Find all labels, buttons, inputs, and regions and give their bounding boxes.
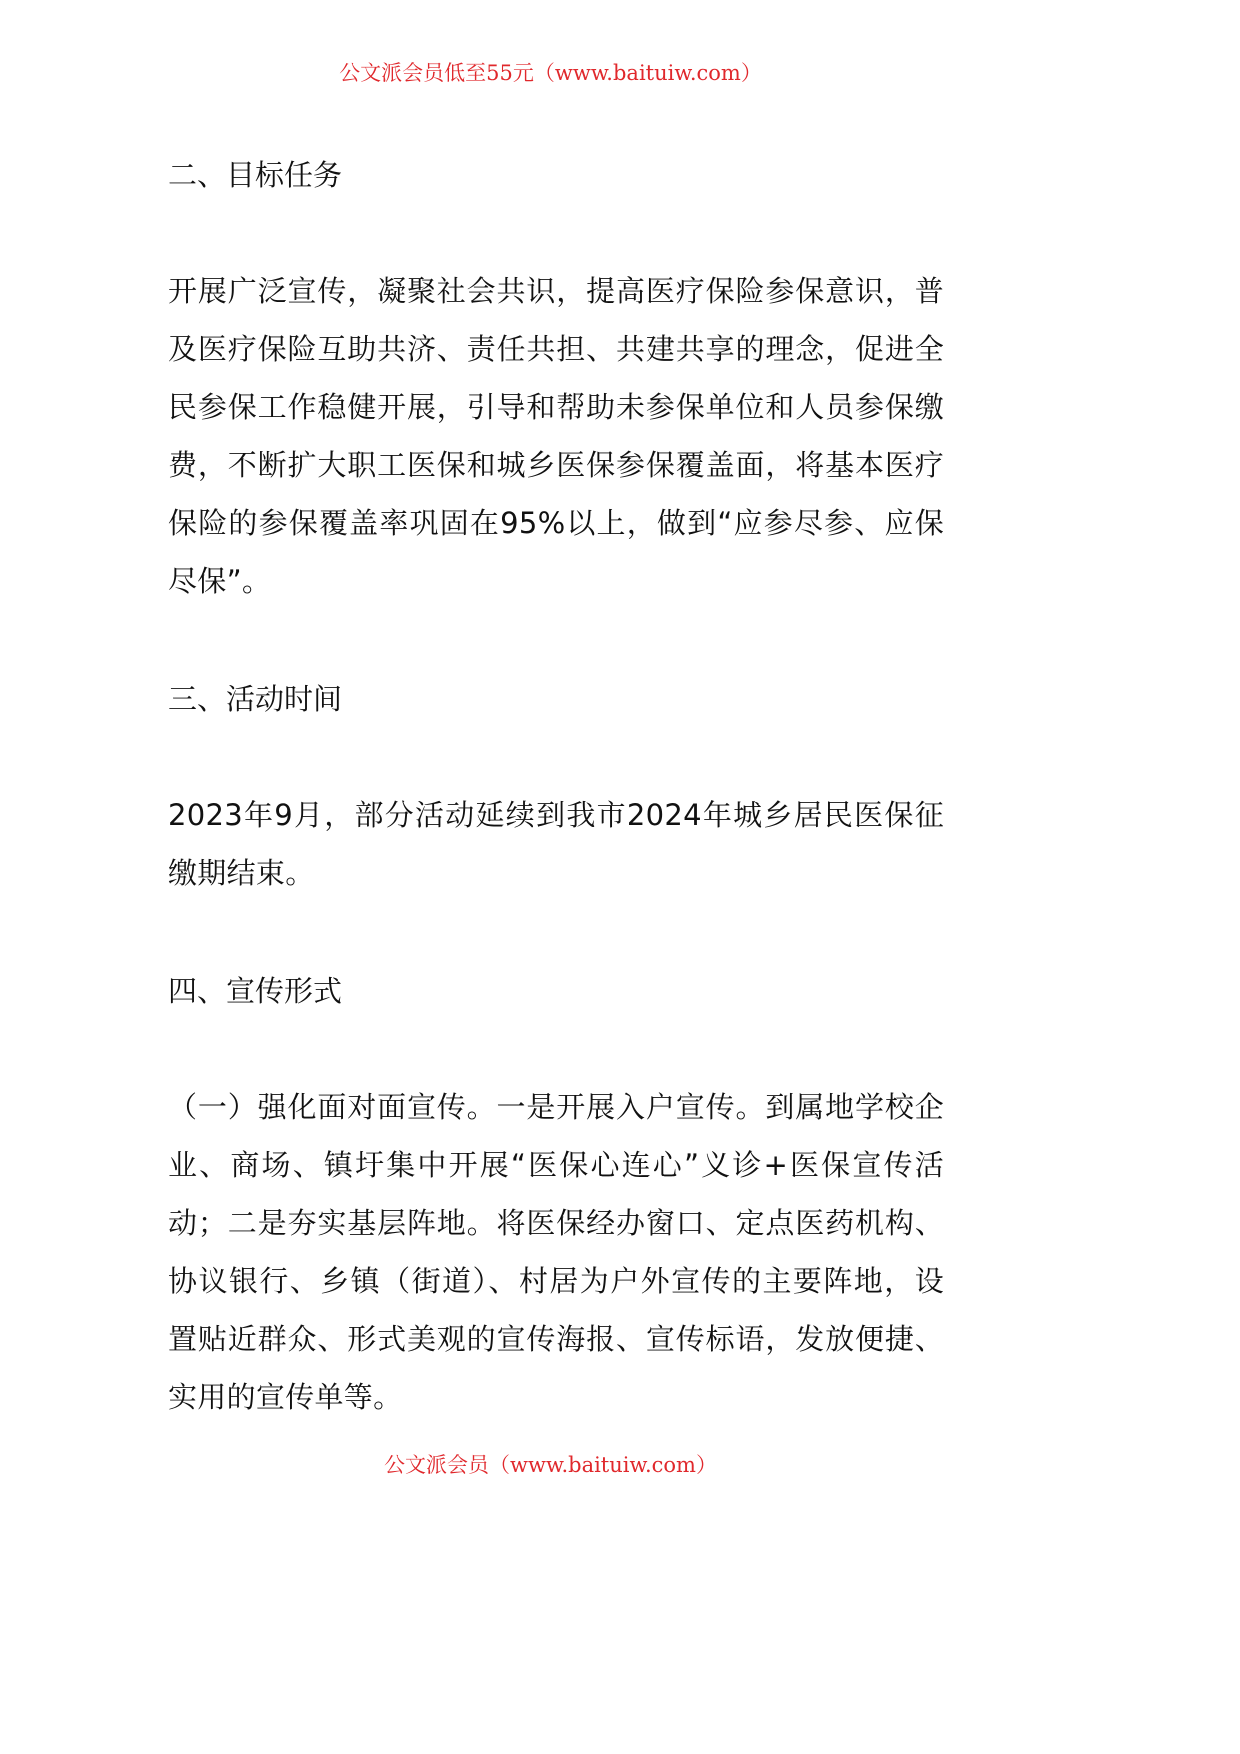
document-body [168,150,944,1426]
section-heading-publicity-forms: 四、宣传形式 [168,974,343,1008]
section-paragraph-goals: 开展广泛宣传，凝聚社会共识，提高医疗保险参保意识，普及医疗保险互助共济、责任共担、共建共享的理念，促进全民参保工作稳健开展，引导和帮助未参保单位和人员参保缴费，不断扩大职工医保和城乡医保参保覆盖面，将基本医疗保险的参保覆盖率巩固在95%以上，做到“应参尽参、应保尽保”。 [168,274,944,598]
section-paragraph-publicity-forms: （一）强化面对面宣传。一是开展入户宣传。到属地学校企业、商场、镇圩集中开展“医保心连心”义诊+医保宣传活动；二是夯实基层阵地。将医保经办窗口、定点医药机构、协议银行、乡镇（街道）、村居为户外宣传的主要阵地，设置贴近群众、形式美观的宣传海报、宣传标语，发放便捷、实用的宣传单等。 [168,1090,944,1414]
section-heading-schedule: 三、活动时间 [168,682,343,716]
section-heading-goals: 二、目标任务 [168,158,343,192]
section-paragraph-schedule: 2023年9月，部分活动延续到我市2024年城乡居民医保征缴期结束。 [168,798,944,890]
header-banner-link[interactable]: 公文派会员低至55元（www.baituiw.com） [339,61,762,85]
footer-banner-link[interactable]: 公文派会员（www.baituiw.com） [384,1453,717,1477]
